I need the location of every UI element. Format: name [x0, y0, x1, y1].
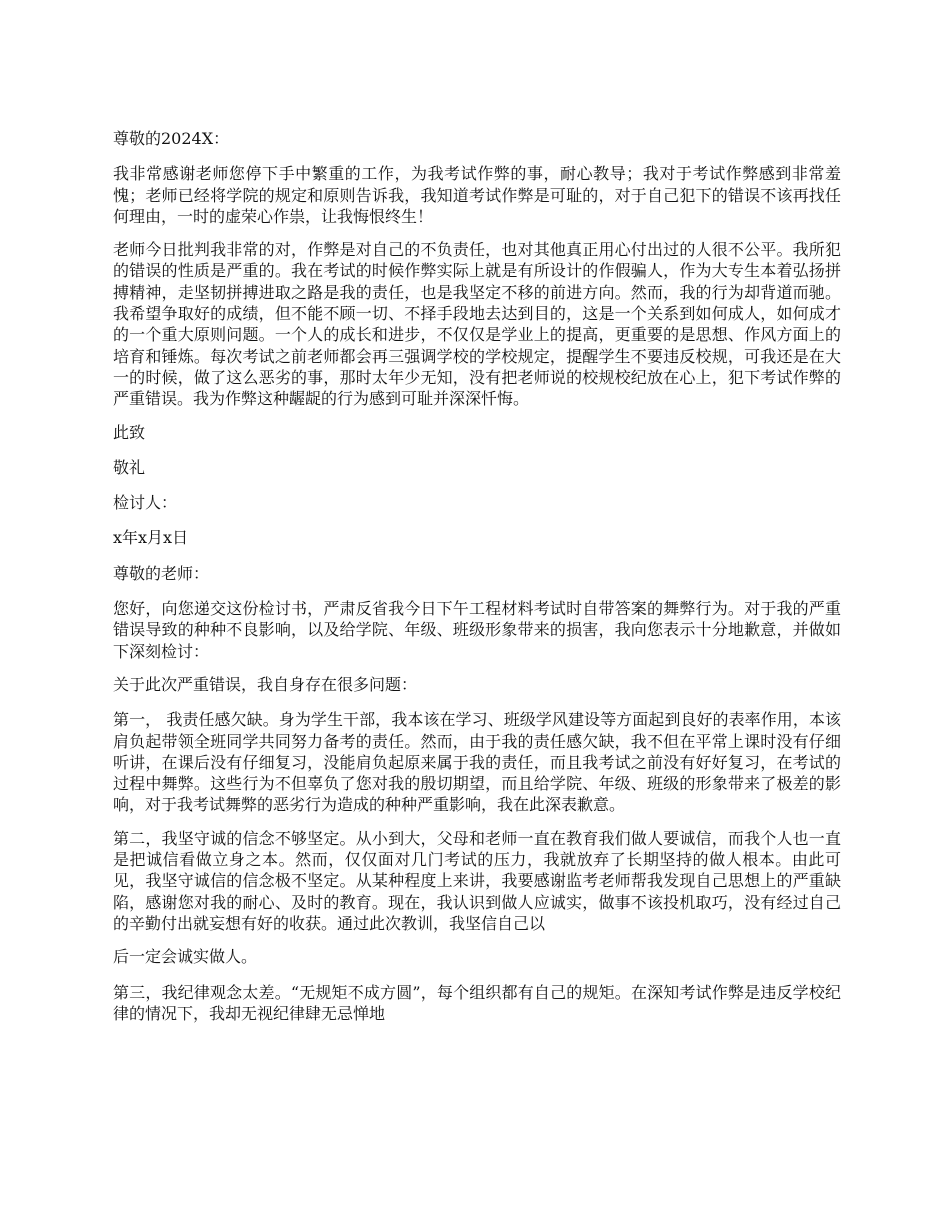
paragraph-apology-intro: 我非常感谢老师您停下手中繁重的工作，为我考试作弊的事，耐心教导；我对于考试作弊感到非常羞愧；老师已经将学院的规定和原则告诉我，我知道考试作弊是可耻的，对于自己犯下的错误不该再找任何理由，一时的虚荣心作祟，让我悔恨终生！: [113, 164, 841, 226]
date-line: x年x月x日: [113, 528, 189, 548]
paragraph-point-3: 第三，我纪律观念太差。“无规矩不成方圆”，每个组织都有自己的规矩。在深知考试作弊是违反学校纪律的情况下，我却无视纪律肆无忌惮地: [113, 982, 841, 1023]
paragraph-problems-intro: 关于此次严重错误，我自身存在很多问题：: [113, 674, 418, 694]
salutation-2: 尊敬的老师：: [113, 563, 210, 583]
document-page: [113, 128, 841, 1036]
paragraph-reflection: 老师今日批判我非常的对，作弊是对自己的不负责任，也对其他真正用心付出过的人很不公平。我所犯的错误的性质是严重的。我在考试的时候作弊实际上就是有所设计的作假骗人，作为大专生本着弘扬拼搏精神，走坚韧拼搏进取之路是我的责任，也是我坚定不移的前进方向。然而，我的行为却背道而驰。我希望争取好的成绩，但不能不顾一切、不择手段地去达到目的，这是一个关系到如何成人，如何成才的一个重大原则问题。一个人的成长和进步，不仅仅是学业上的提高，更重要的是思想、作风方面上的培育和锤炼。每次考试之前老师都会再三强调学校的学校规定，提醒学生不要违反校规，可我还是在大一的时候，做了这么恶劣的事，那时太年少无知，没有把老师说的校规校纪放在心上，犯下考试作弊的严重错误。我为作弊这种龌龊的行为感到可耻并深深忏悔。: [113, 240, 841, 409]
paragraph-point-2: 第二，我坚守诚的信念不够坚定。从小到大，父母和老师一直在教育我们做人要诚信，而我个人也一直是把诚信看做立身之本。然而，仅仅面对几门考试的压力，我就放弃了长期坚持的做人根本。由此可见，我坚守诚信的信念极不坚定。从某种程度上来讲，我要感谢监考老师帮我发现自己思想上的严重缺陷，感谢您对我的耐心、及时的教育。现在，我认识到做人应诚实，做事不该投机取巧，没有经过自己的辛勤付出就妄想有好的收获。通过此次教训，我坚信自己以: [113, 828, 841, 933]
paragraph-point-1: 第一， 我责任感欠缺。身为学生干部，我本该在学习、班级学风建设等方面起到良好的表率作用，本该肩负起带领全班同学共同努力备考的责任。然而，由于我的责任感欠缺，我不但在平常上课时没有仔细听讲，在课后没有仔细复习，没能肩负起原来属于我的责任，而且我考试之前没有好好复习，在考试的过程中舞弊。这些行为不但辜负了您对我的殷切期望，而且给学院、年级、班级的形象带来了极差的影响，对于我考试舞弊的恶劣行为造成的种种严重影响，我在此深表歉意。: [113, 710, 841, 815]
closing-cizhi: 此致: [113, 422, 146, 442]
paragraph-greeting: 您好，向您递交这份检讨书，严肃反省我今日下午工程材料考试时自带答案的舞弊行为。对于我的严重错误导致的种种不良影响，以及给学院、年级、班级形象带来的损害，我向您表示十分地歉意，并做如下深刻检讨：: [113, 599, 841, 661]
salutation-1: 尊敬的2024X：: [113, 129, 230, 148]
paragraph-point-2-end: 后一定会诚实做人。: [113, 947, 258, 967]
closing-jingli: 敬礼: [113, 457, 146, 477]
signature-label: 检讨人：: [113, 493, 178, 513]
